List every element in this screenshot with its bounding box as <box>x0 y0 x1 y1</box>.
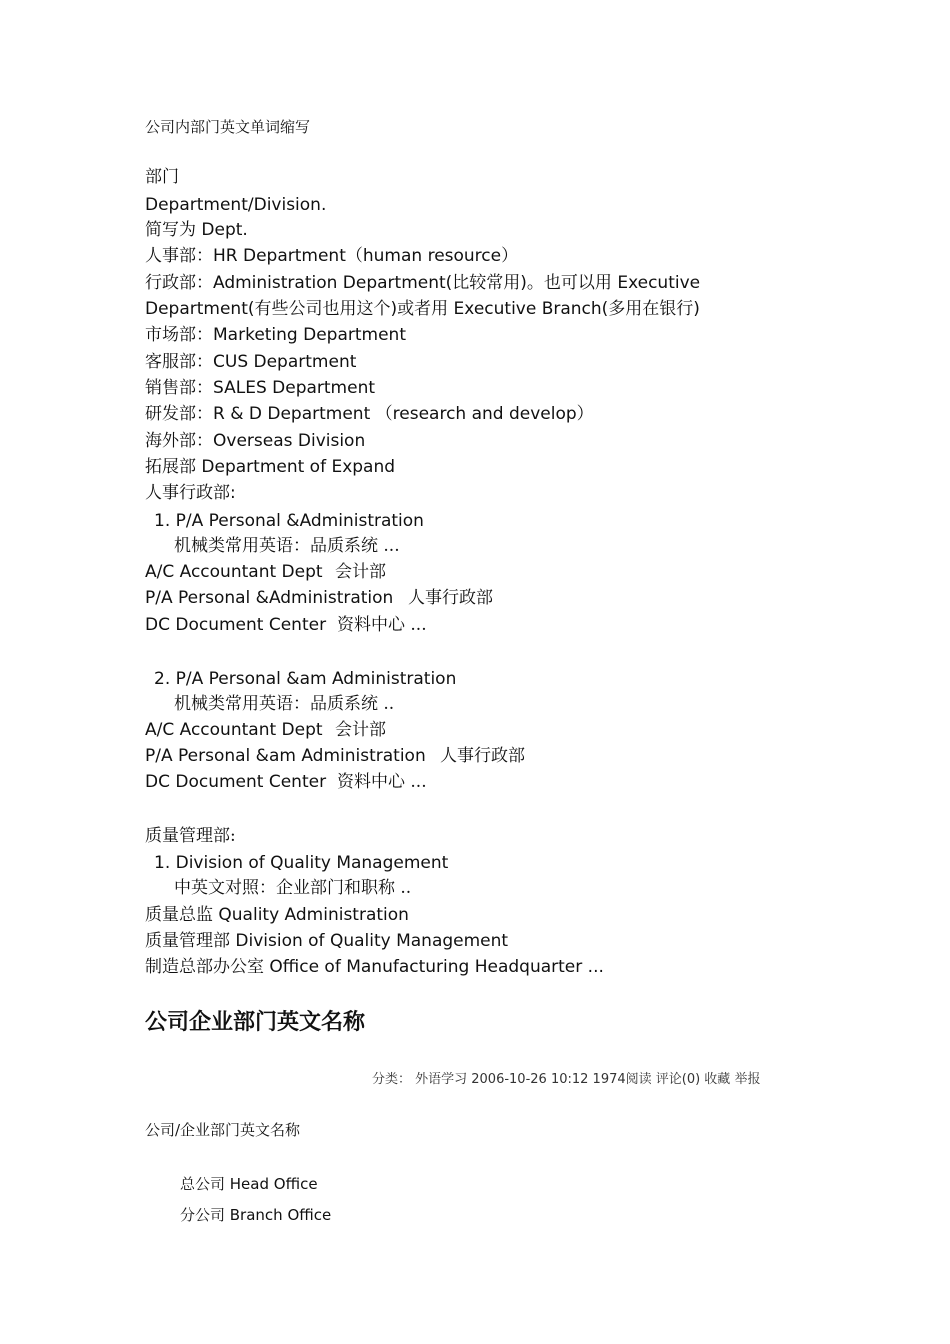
quality-item: 1. Division of Quality Management <box>154 853 449 873</box>
line-overseas: 海外部：Overseas Division <box>145 431 366 451</box>
line-rnd: 研发部：R & D Department （research and develop） <box>145 404 594 424</box>
line-customer-service: 客服部：CUS Department <box>145 352 357 372</box>
group1-row-zh: 资料中心 ... <box>337 615 427 635</box>
article-heading: 公司企业部门英文名称 <box>145 1010 366 1035</box>
group2-row-zh: 人事行政部 <box>440 746 525 766</box>
group2-row-en: DC Document Center <box>145 772 327 792</box>
group1-item: 1. P/A Personal &Administration <box>154 511 424 531</box>
quality-row: 质量总监 Quality Administration <box>145 905 409 925</box>
group1-row-zh: 会计部 <box>335 562 386 582</box>
article-item-branch-office: 分公司 Branch Office <box>180 1206 332 1224</box>
group2-row-en: P/A Personal &am Administration <box>145 746 426 766</box>
line-department-division: Department/Division. <box>145 195 327 215</box>
quality-sub: 中英文对照：企业部门和职称 .. <box>174 878 412 898</box>
group2-row-zh: 会计部 <box>335 720 386 740</box>
quality-row: 制造总部办公室 Office of Manufacturing Headquarter ... <box>145 957 604 977</box>
group2-sub: 机械类常用英语：品质系统 .. <box>174 694 395 714</box>
group1-sub: 机械类常用英语：品质系统 ... <box>174 536 400 556</box>
group1-row-en: P/A Personal &Administration <box>145 588 394 608</box>
group2-row-zh: 资料中心 ... <box>337 772 427 792</box>
group1-row-en: DC Document Center <box>145 615 327 635</box>
line-expand: 拓展部 Department of Expand <box>145 457 396 477</box>
quality-row: 质量管理部 Division of Quality Management <box>145 931 509 951</box>
article-meta: 分类： 外语学习 2006-10-26 10:12 1974阅读 评论(0) 收藏 举报 <box>372 1072 761 1087</box>
line-dept-abbrev: 简写为 Dept. <box>145 220 248 240</box>
line-hr-admin: 人事行政部: <box>145 483 236 503</box>
line-admin-cont: Department(有些公司也用这个)或者用 Executive Branch(多用在银行) <box>145 299 700 319</box>
article-item-head-office: 总公司 Head Office <box>180 1175 318 1193</box>
group2-item: 2. P/A Personal &am Administration <box>154 669 457 689</box>
group1-row-zh: 人事行政部 <box>408 588 493 608</box>
article-subtitle: 公司/企业部门英文名称 <box>145 1121 301 1139</box>
line-admin: 行政部：Administration Department(比较常用)。也可以用 Executive <box>145 273 701 293</box>
line-marketing: 市场部：Marketing Department <box>145 325 407 345</box>
line-hr: 人事部：HR Department（human resource） <box>145 246 519 266</box>
line-department-label: 部门 <box>145 167 179 187</box>
doc-title: 公司内部门英文单词缩写 <box>145 118 311 136</box>
quality-title: 质量管理部: <box>145 826 236 846</box>
line-sales: 销售部：SALES Department <box>145 378 376 398</box>
group1-row-en: A/C Accountant Dept <box>145 562 323 582</box>
group2-row-en: A/C Accountant Dept <box>145 720 323 740</box>
